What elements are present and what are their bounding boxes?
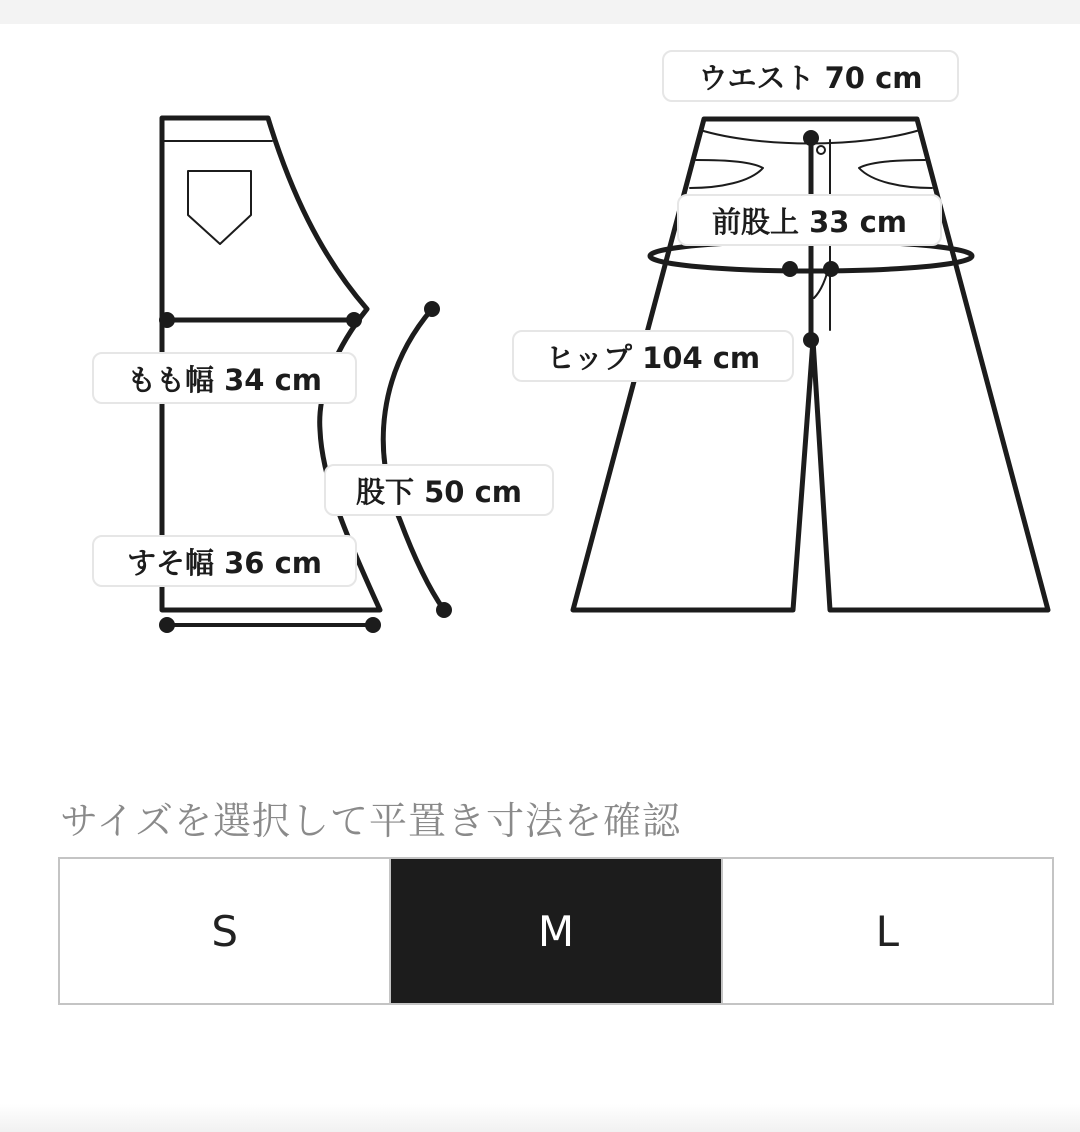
hip-measurement-label: ヒップ 104 cm xyxy=(512,330,794,382)
size-option-l[interactable]: L xyxy=(721,859,1052,1003)
bottom-strip xyxy=(0,1104,1080,1132)
size-selector xyxy=(58,857,1054,1005)
hip-right-dot xyxy=(823,261,839,277)
inseam-top-dot xyxy=(424,301,440,317)
rise-bottom-dot xyxy=(803,332,819,348)
thigh-end-dot xyxy=(346,312,362,328)
hip-left-dot xyxy=(782,261,798,277)
waist-measurement-label: ウエスト 70 cm xyxy=(662,50,959,102)
rise-top-dot xyxy=(803,130,819,146)
hem-start-dot xyxy=(159,617,175,633)
right-front-pocket xyxy=(859,160,932,188)
fly-button xyxy=(817,146,825,154)
inseam-bottom-dot xyxy=(436,602,452,618)
hem-measurement-label: すそ幅 36 cm xyxy=(92,535,357,587)
hem-end-dot xyxy=(365,617,381,633)
left-front-pocket xyxy=(690,160,763,188)
inseam-measure-line xyxy=(383,309,444,610)
thigh-measurement-label: もも幅 34 cm xyxy=(92,352,357,404)
thigh-start-dot xyxy=(159,312,175,328)
size-option-m[interactable]: M xyxy=(389,859,720,1003)
front-rise-measurement-label: 前股上 33 cm xyxy=(677,194,942,246)
size-select-prompt: サイズを選択して平置き寸法を確認 xyxy=(60,799,681,843)
inseam-measurement-label: 股下 50 cm xyxy=(324,464,554,516)
back-pocket xyxy=(188,171,251,244)
size-option-s[interactable]: S xyxy=(60,859,389,1003)
